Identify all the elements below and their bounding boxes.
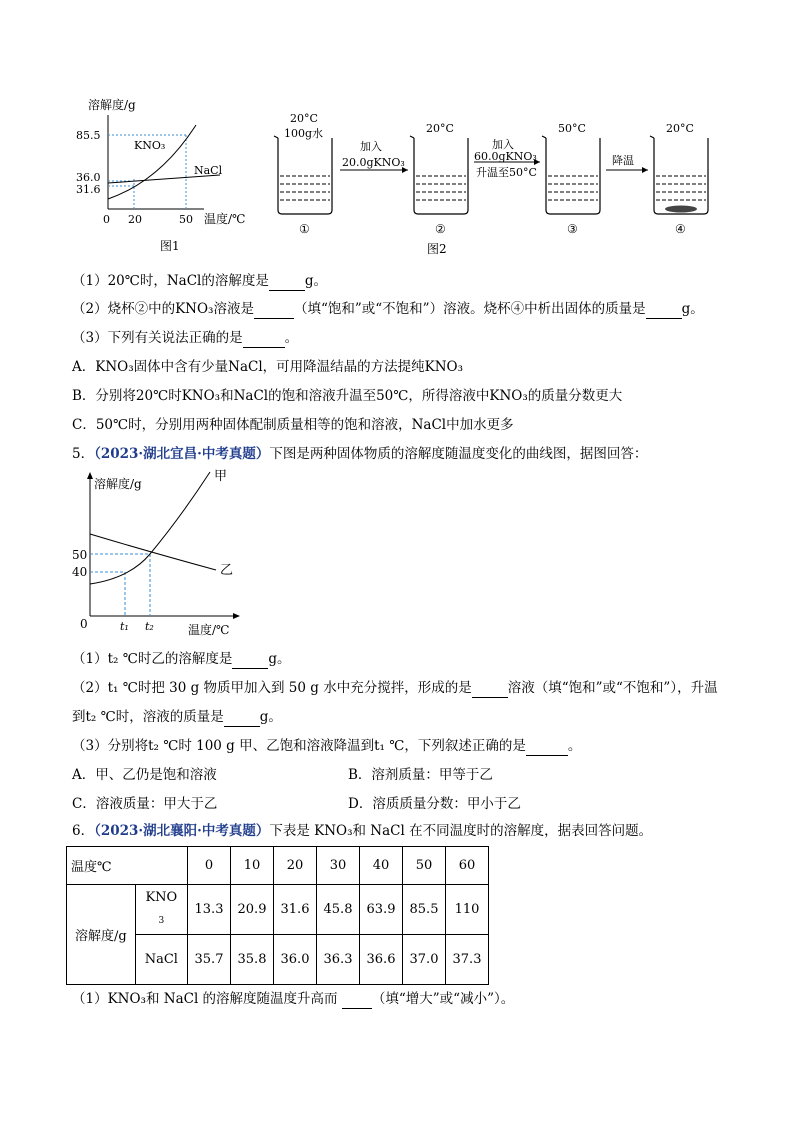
q5-part2: （2）t₁ ℃时把 30 g 物质甲加入到 50 g 水中充分搅拌，形成的是 溶液（填“饱和”或“不饱和”），升温 — [72, 680, 718, 696]
beaker-2 — [410, 136, 468, 214]
q5-source: （2023·湖北宜昌·中考真题） — [94, 446, 270, 462]
q4-blank-4[interactable] — [243, 329, 285, 348]
q5-ylabel: 溶解度/g — [94, 477, 142, 491]
arrow-3-top: 降温 — [612, 154, 634, 167]
q5-part3: （3）分别将t₂ ℃时 100 g 甲、乙饱和溶液降温到t₁ ℃，下列叙述正确的是 。 — [72, 738, 582, 754]
beaker-3-num: ③ — [567, 222, 578, 236]
q5-blank-4[interactable] — [526, 737, 568, 756]
fig1-xtick-0: 0 — [103, 213, 110, 226]
fig1-xtick-50: 50 — [179, 213, 193, 226]
beaker-figure-2 — [262, 110, 722, 260]
fig1-kno3-curve — [108, 125, 196, 199]
fig1-ytick-36: 36.0 — [76, 171, 101, 184]
table-temp: 60 — [446, 847, 489, 885]
beaker-1-num: ① — [299, 222, 310, 236]
beaker-1 — [274, 136, 332, 214]
q4-blank-3[interactable] — [646, 300, 682, 319]
q6-blank-1[interactable] — [342, 990, 372, 1009]
arrow-2-mid: 60.0gKNO₃ — [474, 150, 537, 163]
table-temp: 10 — [231, 847, 274, 885]
q6-part1: （1）KNO₃和 NaCl 的溶解度随温度升高而 （填“增大”或“减小”）。 — [72, 991, 515, 1007]
beaker-4 — [650, 136, 708, 214]
q5-blank-3[interactable] — [224, 708, 260, 727]
fig1-caption: 图1 — [160, 239, 180, 253]
q4-option-b: B．分别将20℃时KNO₃和NaCl的饱和溶液升温至50℃，所得溶液中KNO₃的质量分数更大 — [72, 388, 623, 404]
q5-ytick-50: 50 — [72, 548, 88, 562]
beaker-1-temp: 20°C — [290, 112, 318, 125]
beaker-3 — [542, 136, 600, 214]
fig1-ylabel: 溶解度/g — [88, 98, 136, 112]
beaker-2-temp: 20°C — [426, 122, 454, 135]
q4-part2: （2）烧杯②中的KNO₃溶液是 （填“饱和”或“不饱和”）溶液。烧杯④中析出固体的质量是 g。 — [72, 301, 704, 317]
q5-part1: （1）t₂ ℃时乙的溶解度是 g。 — [72, 651, 291, 667]
q5-jia-label: 甲 — [214, 469, 228, 484]
arrow-1-top: 加入 — [360, 140, 382, 153]
q5-option-c: C．溶液质量：甲大于乙 — [72, 796, 218, 812]
q5-t2: t₂ — [145, 620, 154, 633]
beaker-3-temp: 50°C — [558, 122, 586, 135]
beaker-2-num: ② — [435, 222, 446, 236]
table-cell: 36.3 — [317, 935, 360, 985]
table-temp: 0 — [188, 847, 231, 885]
precipitate-icon — [665, 206, 697, 213]
table-temp: 30 — [317, 847, 360, 885]
q5-t1: t₁ — [120, 620, 129, 633]
q5-option-d: D．溶质质量分数：甲小于乙 — [348, 796, 521, 812]
q4-option-c: C．50℃时，分别用两种固体配制质量相等的饱和溶液，NaCl中加水更多 — [72, 417, 514, 433]
table-cell: 63.9 — [360, 885, 403, 935]
table-header-row — [67, 847, 489, 885]
arrow-2-top: 加入 — [492, 138, 514, 151]
arrow-1-bottom: 20.0gKNO₃ — [342, 156, 405, 169]
table-row-label: 溶解度/g — [67, 885, 136, 985]
q5-blank-2[interactable] — [472, 679, 508, 698]
q4-blank-1[interactable] — [269, 272, 305, 291]
table-cell: 35.8 — [231, 935, 274, 985]
table-kno3-label: KNO 3 — [135, 885, 187, 935]
table-cell: 35.7 — [188, 935, 231, 985]
q6-source: （2023·湖北襄阳·中考真题） — [94, 823, 270, 839]
table-temp: 40 — [360, 847, 403, 885]
beaker-4-temp: 20°C — [666, 122, 694, 135]
q5-origin: 0 — [80, 617, 88, 631]
q4-part1: （1）20℃时，NaCl的溶解度是 g。 — [72, 273, 328, 289]
beaker-1-note: 100g水 — [284, 127, 324, 140]
arrow-2-bottom: 升温至50°C — [476, 166, 537, 179]
solubility-figure-1 — [70, 95, 260, 255]
table-header-label: 温度℃ — [67, 847, 188, 885]
q4-option-a: A．KNO₃固体中含有少量NaCl，可用降温结晶的方法提纯KNO₃ — [72, 359, 464, 375]
fig1-xlabel: 温度/℃ — [204, 212, 246, 226]
q5-option-a: A．甲、乙仍是饱和溶液 — [72, 767, 217, 783]
table-row-kno3 — [67, 885, 489, 935]
table-cell: 37.0 — [403, 935, 446, 985]
table-cell: 36.6 — [360, 935, 403, 985]
solubility-table — [66, 846, 489, 985]
q5-option-b: B．溶剂质量：甲等于乙 — [348, 767, 493, 783]
q5-ytick-40: 40 — [72, 565, 88, 579]
fig1-ytick-85: 85.5 — [76, 129, 101, 142]
table-cell: 20.9 — [231, 885, 274, 935]
fig1-nacl-label: NaCl — [194, 164, 223, 177]
table-cell: 31.6 — [274, 885, 317, 935]
q5-stem: 5．（2023·湖北宜昌·中考真题）下图是两种固体物质的溶解度随温度变化的曲线图，据图回答： — [72, 446, 648, 462]
beaker-4-num: ④ — [675, 222, 686, 236]
q5-yi-label: 乙 — [220, 563, 234, 578]
table-cell: 110 — [446, 885, 489, 935]
table-cell: 45.8 — [317, 885, 360, 935]
table-cell: 37.3 — [446, 935, 489, 985]
table-cell: 36.0 — [274, 935, 317, 985]
table-cell: 13.3 — [188, 885, 231, 935]
fig1-ytick-31: 31.6 — [76, 183, 101, 196]
solubility-chart-q5 — [70, 468, 260, 640]
table-temp: 50 — [403, 847, 446, 885]
table-temp: 20 — [274, 847, 317, 885]
table-nacl-label: NaCl — [135, 935, 187, 985]
q6-stem: 6．（2023·湖北襄阳·中考真题）下表是 KNO₃和 NaCl 在不同温度时的溶解度，据表回答问题。 — [72, 823, 653, 839]
q5-part2-cont: 到t₂ ℃时，溶液的质量是 g。 — [72, 709, 282, 725]
q5-xlabel: 温度/℃ — [188, 623, 230, 637]
fig2-caption: 图2 — [427, 242, 447, 256]
q4-part3: （3）下列有关说法正确的是 。 — [72, 330, 299, 346]
table-cell: 85.5 — [403, 885, 446, 935]
q4-blank-2[interactable] — [254, 300, 294, 319]
fig1-xtick-20: 20 — [128, 213, 142, 226]
q5-blank-1[interactable] — [232, 650, 268, 669]
q5-yi-curve — [90, 534, 216, 570]
fig1-kno3-label: KNO₃ — [134, 139, 166, 152]
